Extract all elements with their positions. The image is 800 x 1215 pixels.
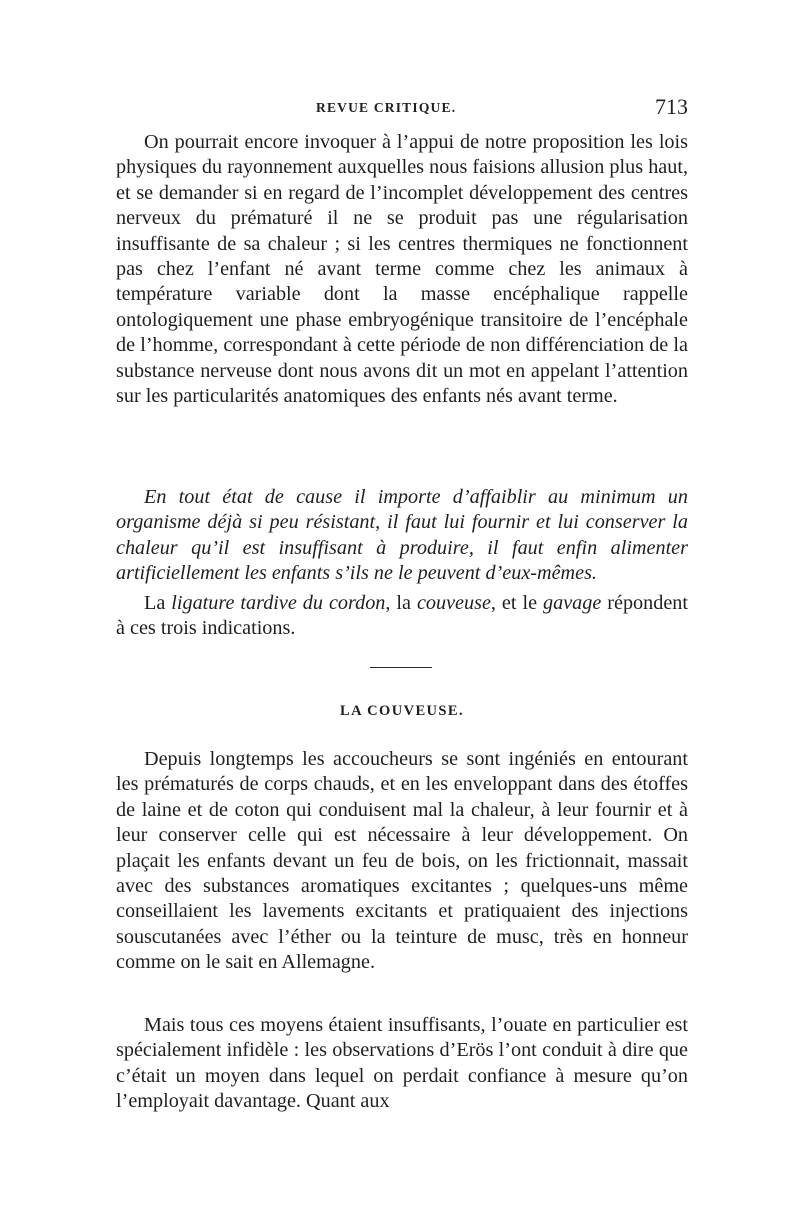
term-couveuse: couveuse (416, 592, 491, 614)
section-title: LA COUVEUSE. (340, 703, 464, 719)
indications-text-1: La (144, 592, 172, 614)
paragraph-three-indications (116, 591, 688, 642)
term-gavage: gavage (543, 592, 602, 614)
running-head (116, 94, 688, 124)
section-divider (370, 667, 432, 668)
indications-text-2: , la (385, 592, 417, 614)
paragraph-italic-conclusion: En tout état de cause il importe d’affaiblir au minimum un organisme déjà si peu résistant, il faut lui fournir et lui conserver la chaleur qu’il est insuffisant à produire, il faut enfin alimenter artificiellement les enfants s’ils ne le peuvent d’eux-mêmes. (116, 486, 688, 585)
paragraph-history: Depuis longtemps les accoucheurs se sont ingéniés en entourant les prématurés de corps chauds, et en les enveloppant dans des étoffes de laine et de coton qui conduisent mal la chaleur, à leur fournir et à leur conserver celle qui est nécessaire à leur développement. On plaçait les enfants devant un feu de bois, on les frictionnait, massait avec des substances aromatiques excitantes ; quelques-uns même conseillaient les lavements excitants et pratiquaient des injections souscutanées avec l’éther ou la teinture de musc, très en honneur comme on le sait en Allemagne. (116, 748, 688, 974)
paragraph-radiation: On pourrait encore invoquer à l’appui de notre proposition les lois physiques du rayonnement auxquelles nous faisions allusion plus haut, et se demander si en regard de l’incomplet développement des centres nerveux du prématuré il ne se produit pas une régularisation insuffisante de sa chaleur ; si les centres thermiques ne fonctionnent pas chez l’enfant né avant terme comme chez les animaux à température variable dont la masse encéphalique rappelle ontologiquement une phase embryogénique transitoire de l’encéphale de l’homme, correspondant à cette période de non différenciation de la substance nerveuse dont nous avons dit un mot en appelant l’attention sur les particularités anatomiques des enfants nés avant terme. (116, 131, 688, 408)
paragraph-ouate: Mais tous ces moyens étaient insuffisants, l’ouate en particulier est spécialement infidèle : les observations d’Erös l’ont conduit à dire que c’était un moyen dans lequel on perdait confiance à mesure qu’on l’employait davantage. Quant aux (116, 1014, 688, 1113)
page-number: 713 (655, 94, 688, 119)
running-title: REVUE CRITIQUE. (316, 100, 457, 115)
indications-text-4: répondent à ces trois indications. (116, 592, 688, 640)
term-ligature: ligature tardive du cordon (171, 592, 386, 614)
indications-text-3: , et le (490, 592, 543, 614)
